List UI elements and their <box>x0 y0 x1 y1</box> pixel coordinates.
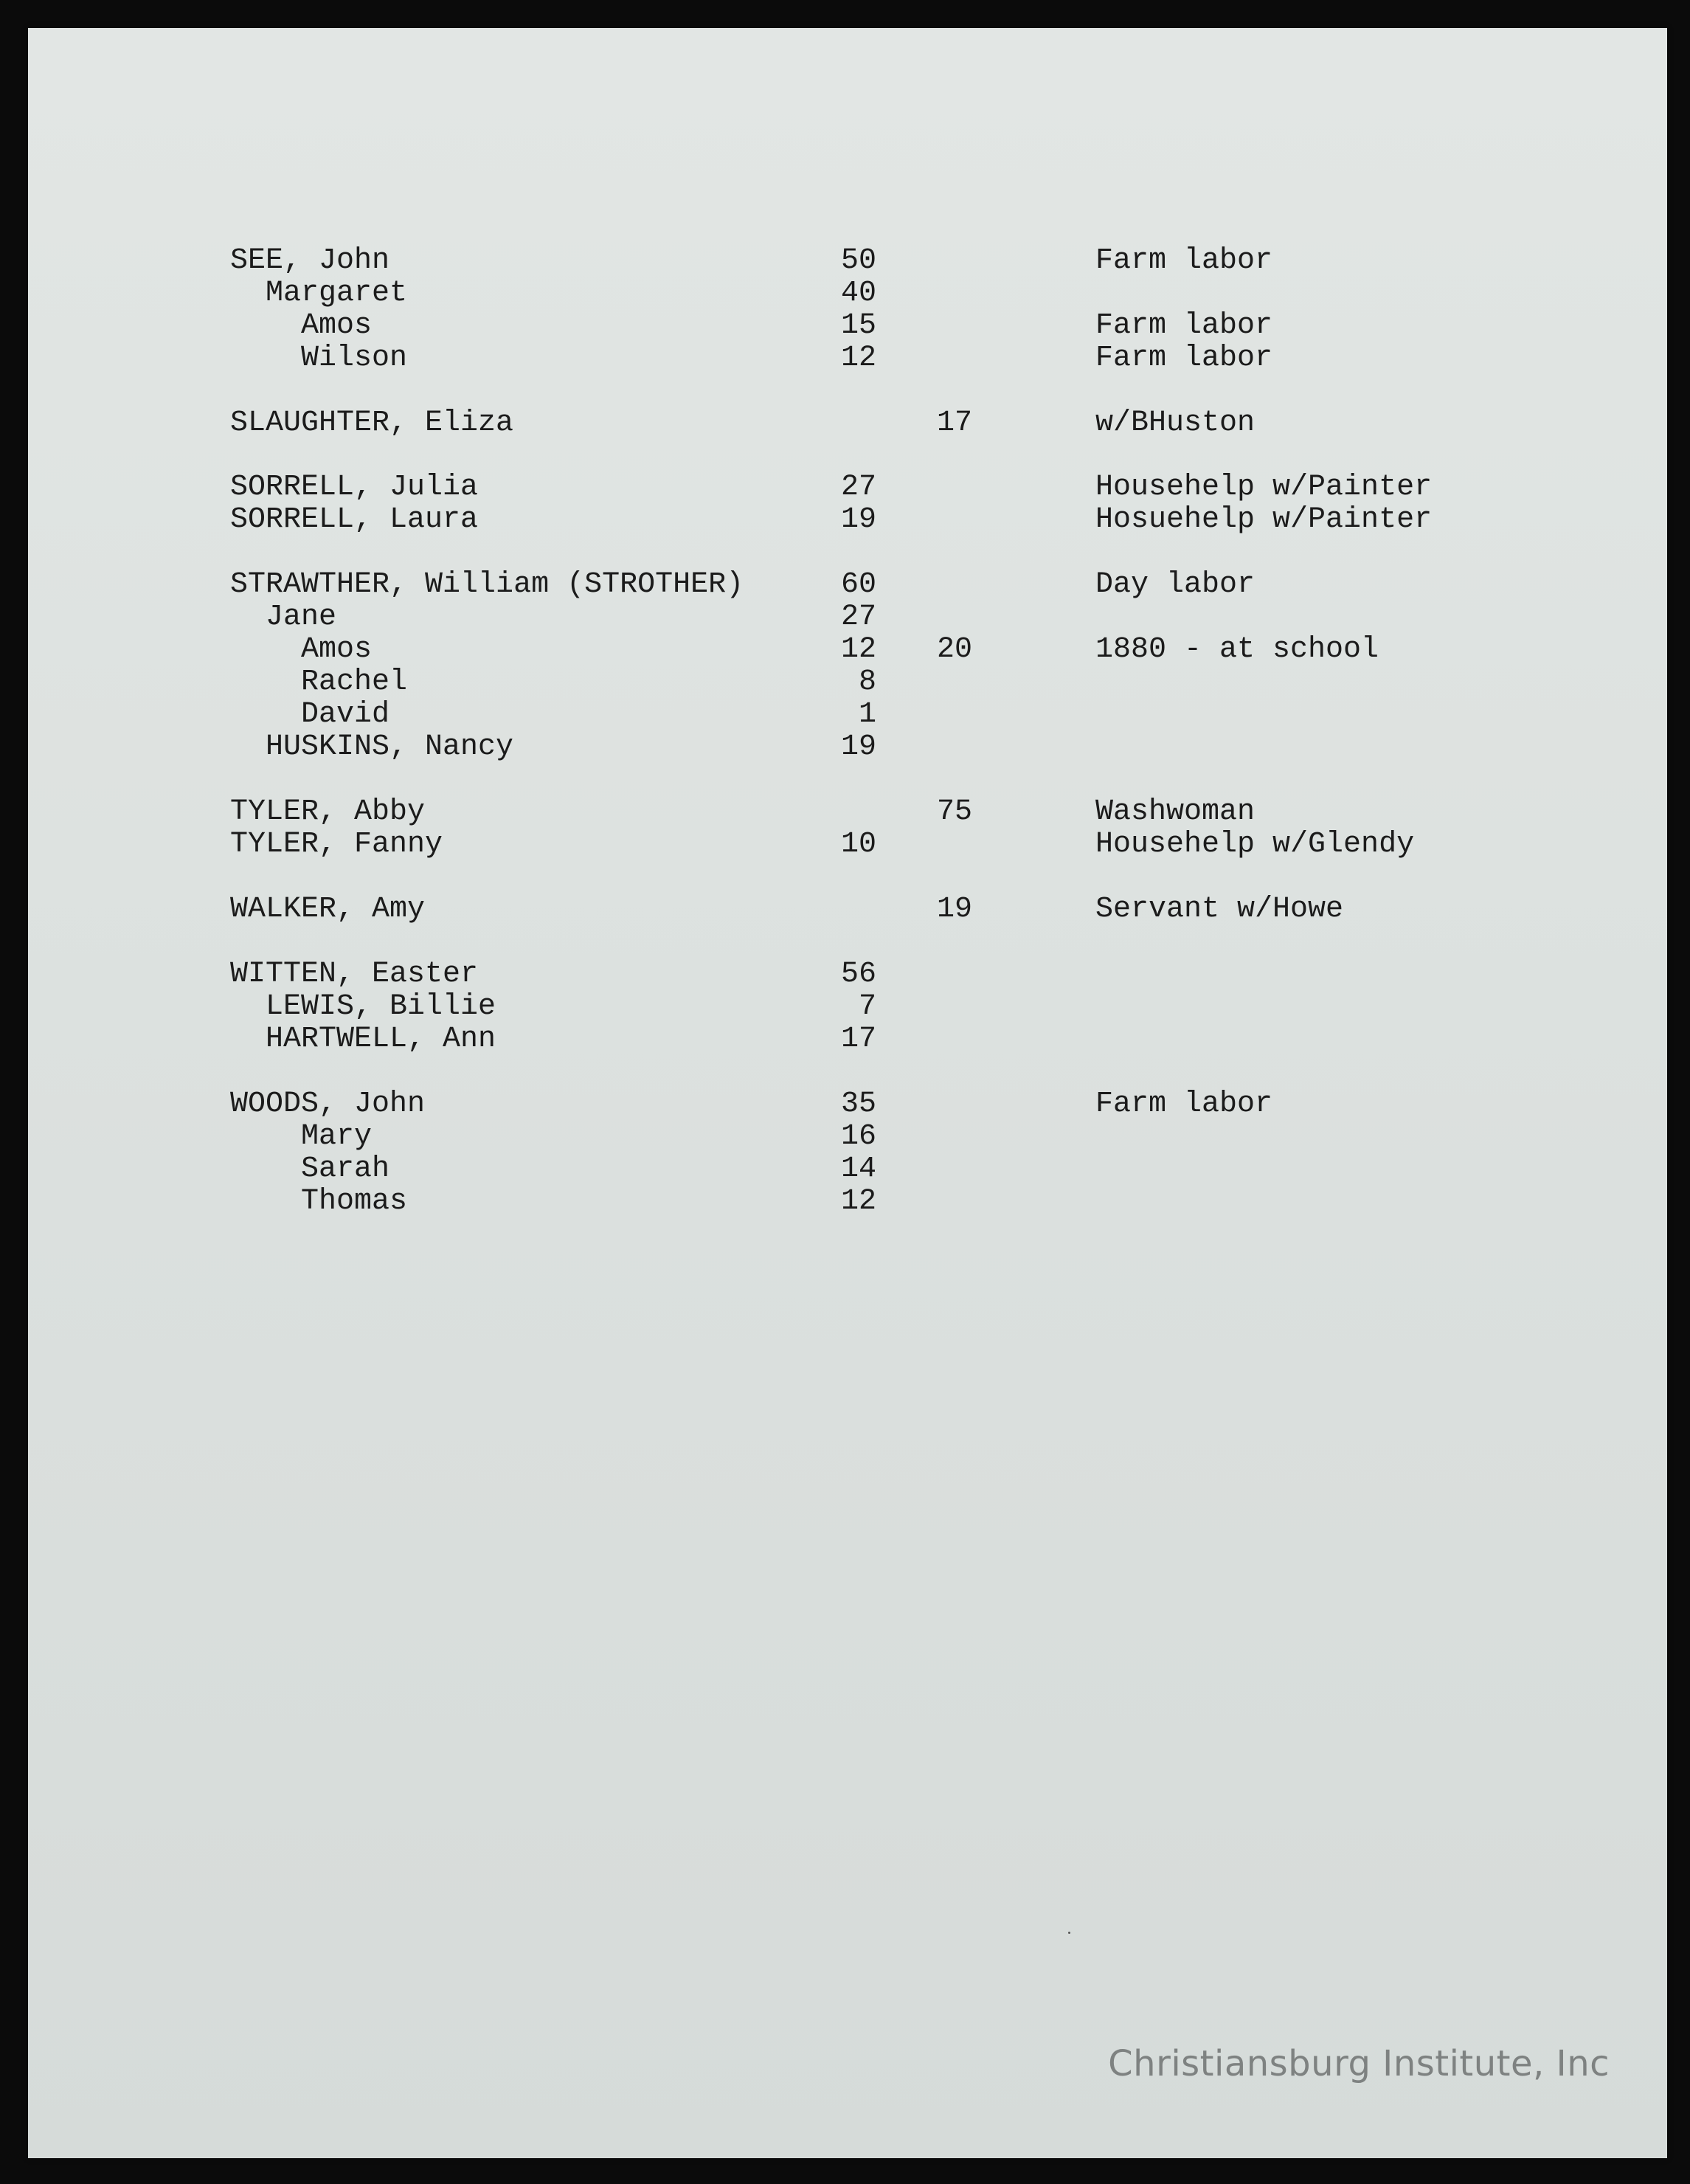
record-age: 17 <box>840 1023 876 1056</box>
record-age: 7 <box>858 990 876 1023</box>
record-row <box>28 569 1667 601</box>
record-name: HUSKINS, Nancy <box>230 730 514 764</box>
record-age-alt: 20 <box>936 633 972 666</box>
record-name: SLAUGHTER, Eliza <box>230 407 514 440</box>
record-age-alt: 17 <box>936 407 972 440</box>
paper-speck <box>1068 1932 1070 1934</box>
record-name: Sarah <box>230 1153 390 1186</box>
record-age: 40 <box>840 277 876 310</box>
record-row <box>28 1153 1667 1186</box>
record-name: STRAWTHER, William (STROTHER) <box>230 568 744 601</box>
record-age: 12 <box>840 342 876 375</box>
record-row <box>28 796 1667 829</box>
record-age: 15 <box>840 309 876 342</box>
record-age: 35 <box>840 1088 876 1121</box>
record-name: SEE, John <box>230 244 390 277</box>
record-row <box>28 245 1667 277</box>
record-occupation: Washwoman <box>1095 795 1256 829</box>
record-age: 12 <box>840 633 876 666</box>
record-name: WITTEN, Easter <box>230 958 479 991</box>
document-page <box>28 28 1667 2158</box>
record-name: Jane <box>230 601 337 634</box>
record-age: 16 <box>840 1120 876 1153</box>
record-row <box>28 958 1667 991</box>
record-name: TYLER, Abby <box>230 795 426 829</box>
record-age: 19 <box>840 503 876 536</box>
record-occupation: Farm labor <box>1095 342 1273 375</box>
record-row <box>28 1023 1667 1056</box>
record-age: 8 <box>858 666 876 699</box>
record-name: TYLER, Fanny <box>230 828 443 861</box>
record-row <box>28 731 1667 764</box>
record-name: Mary <box>230 1120 373 1153</box>
record-occupation: Farm labor <box>1095 1088 1273 1121</box>
record-row <box>28 699 1667 731</box>
record-age: 12 <box>840 1185 876 1218</box>
record-age: 50 <box>840 244 876 277</box>
record-row <box>28 1088 1667 1121</box>
record-name: SORRELL, Julia <box>230 471 479 504</box>
record-row <box>28 634 1667 666</box>
record-row <box>28 277 1667 310</box>
record-occupation: Servant w/Howe <box>1095 893 1344 926</box>
record-name: LEWIS, Billie <box>230 990 496 1023</box>
record-name: WOODS, John <box>230 1088 426 1121</box>
record-age: 1 <box>858 698 876 731</box>
record-name: SORRELL, Laura <box>230 503 479 536</box>
record-age: 10 <box>840 828 876 861</box>
record-occupation: Day labor <box>1095 568 1256 601</box>
record-name: Amos <box>230 633 373 666</box>
record-row <box>28 342 1667 375</box>
record-row <box>28 666 1667 699</box>
record-age: 19 <box>840 730 876 764</box>
record-row <box>28 991 1667 1023</box>
record-row <box>28 407 1667 440</box>
record-name: Rachel <box>230 666 408 699</box>
record-occupation: Hosuehelp w/Painter <box>1095 503 1433 536</box>
record-occupation: 1880 - at school <box>1095 633 1379 666</box>
record-name: David <box>230 698 390 731</box>
record-row <box>28 601 1667 634</box>
record-age: 56 <box>840 958 876 991</box>
record-name: Amos <box>230 309 373 342</box>
record-age-alt: 19 <box>936 893 972 926</box>
record-name: Margaret <box>230 277 408 310</box>
record-row <box>28 1121 1667 1153</box>
record-name: Thomas <box>230 1185 408 1218</box>
record-name: WALKER, Amy <box>230 893 426 926</box>
record-row <box>28 310 1667 342</box>
record-age: 60 <box>840 568 876 601</box>
record-age: 14 <box>840 1153 876 1186</box>
record-age: 27 <box>840 601 876 634</box>
record-age-alt: 75 <box>936 795 972 829</box>
watermark-text: Christiansburg Institute, Inc <box>1108 2043 1610 2084</box>
record-occupation: Househelp w/Painter <box>1095 471 1433 504</box>
record-row <box>28 829 1667 861</box>
record-name: HARTWELL, Ann <box>230 1023 496 1056</box>
record-age: 27 <box>840 471 876 504</box>
record-occupation: Farm labor <box>1095 244 1273 277</box>
record-row <box>28 894 1667 926</box>
record-name: Wilson <box>230 342 408 375</box>
record-occupation: Farm labor <box>1095 309 1273 342</box>
record-occupation: w/BHuston <box>1095 407 1256 440</box>
record-row <box>28 471 1667 504</box>
record-row <box>28 504 1667 536</box>
record-occupation: Househelp w/Glendy <box>1095 828 1415 861</box>
record-row <box>28 1186 1667 1218</box>
